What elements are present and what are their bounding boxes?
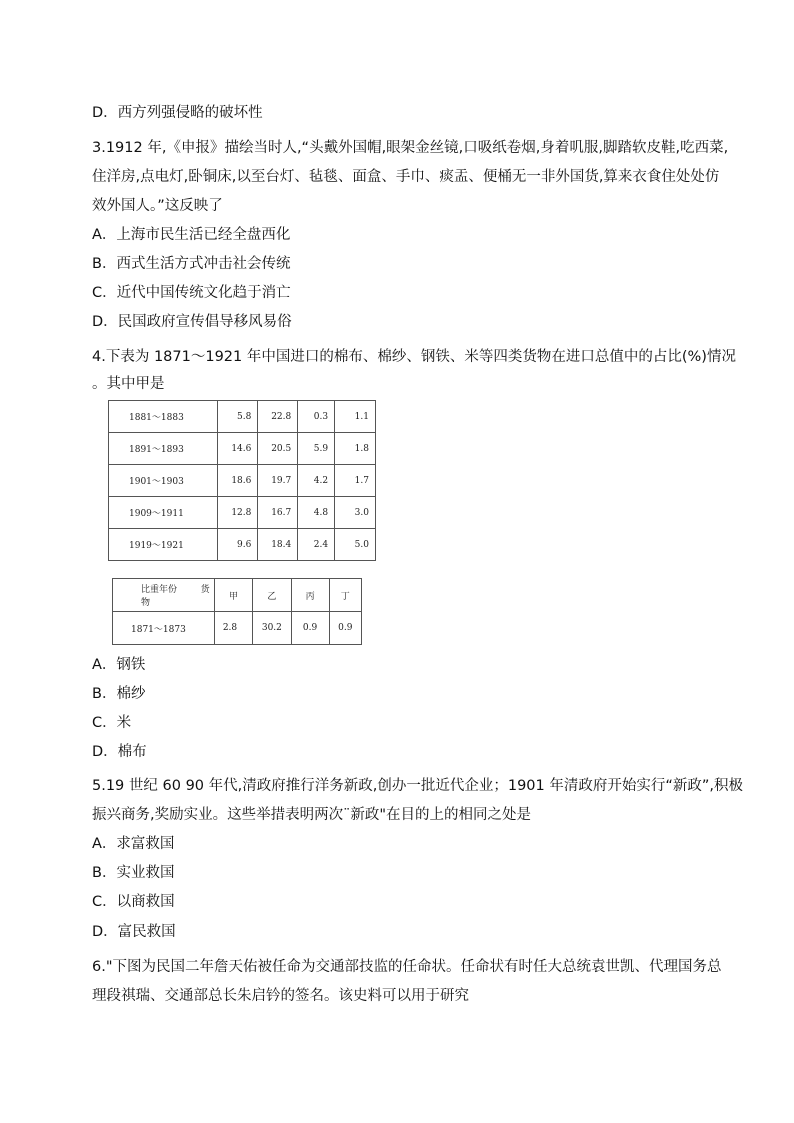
option-c: C．以商救国 — [92, 894, 175, 910]
table-cell: 2.8 — [214, 612, 252, 645]
table-cell: 1901～1903 — [109, 465, 218, 497]
table-cell: 3.0 — [335, 497, 376, 529]
table-cell: 18.4 — [258, 529, 298, 561]
text-line-1: D．西方列强侵略的破坏性 — [92, 105, 263, 121]
table-cell: 1891～1893 — [109, 433, 218, 465]
corner-label-year: 比重年份 — [141, 585, 178, 595]
table-row — [109, 433, 376, 465]
table-cell: 22.8 — [258, 401, 298, 433]
table-cell: 5.8 — [218, 401, 258, 433]
table-cell: 1909～1911 — [109, 497, 218, 529]
table-cell: 20.5 — [258, 433, 298, 465]
column-header: 乙 — [253, 579, 291, 612]
question-5-stem: 振兴商务,奖励实业。这些举措表明两次¨新政"在目的上的相同之处是 — [92, 807, 532, 823]
question-6-stem: 理段祺瑞、交通部总长朱启钤的签名。该史料可以用于研究 — [92, 988, 469, 1004]
option-c: C．近代中国传统文化趋于消亡 — [92, 285, 291, 301]
table-cell: 1.8 — [335, 433, 376, 465]
option-a: A．钢铁 — [92, 657, 146, 673]
option-a: A．求富救国 — [92, 836, 175, 852]
table-cell: 30.2 — [253, 612, 291, 645]
table-cell: 1871～1873 — [113, 612, 215, 645]
question-3-stem: 住洋房,点电灯,卧铜床,以至台灯、毡毯、面盒、手巾、痰盂、便桶无一非外国货,算来衣食住处处仿 — [92, 169, 720, 185]
table-row — [109, 529, 376, 561]
option-d: D．棉布 — [92, 744, 147, 760]
table-cell: 0.3 — [298, 401, 335, 433]
table-cell: 12.8 — [218, 497, 258, 529]
column-header: 丁 — [329, 579, 361, 612]
table-cell: 1.1 — [335, 401, 376, 433]
table-cell: 4.2 — [298, 465, 335, 497]
table-cell: 19.7 — [258, 465, 298, 497]
question-4-stem: 4.下表为 1871～1921 年中国进口的棉布、棉纱、钢铁、米等四类货物在进口总值中的占比(%)情况 — [92, 349, 736, 365]
table-cell: 5.9 — [298, 433, 335, 465]
table-cell: 1.7 — [335, 465, 376, 497]
table-header-row — [113, 579, 362, 612]
option-a: A．上海市民生活已经全盘西化 — [92, 227, 291, 243]
table-cell: 16.7 — [258, 497, 298, 529]
question-4-stem: 。其中甲是 — [92, 376, 165, 392]
table-cell: 18.6 — [218, 465, 258, 497]
table-corner-cell — [113, 579, 215, 612]
option-b: B．棉纱 — [92, 686, 146, 702]
table-cell: 4.8 — [298, 497, 335, 529]
column-header: 甲 — [214, 579, 252, 612]
table-row — [113, 612, 362, 645]
table-cell: 0.9 — [329, 612, 361, 645]
table-cell: 9.6 — [218, 529, 258, 561]
option-d: D．富民救国 — [92, 924, 176, 940]
table-cell: 0.9 — [291, 612, 329, 645]
table-cell: 2.4 — [298, 529, 335, 561]
import-ratio-header-table — [112, 578, 362, 645]
question-5-stem: 5.19 世纪 60 90 年代,清政府推行洋务新政,创办一批近代企业；1901 年清政府开始实行“新政”,积极 — [92, 778, 743, 794]
table-row — [109, 401, 376, 433]
corner-label-goods: 货物 — [141, 585, 210, 608]
column-header: 丙 — [291, 579, 329, 612]
table-cell: 1919～1921 — [109, 529, 218, 561]
option-b: B．实业救国 — [92, 865, 175, 881]
option-b: B．西式生活方式冲击社会传统 — [92, 256, 291, 272]
table-row — [109, 497, 376, 529]
table-cell: 14.6 — [218, 433, 258, 465]
question-3-stem: 3.1912 年,《申报》描绘当时人,“头戴外国帽,眼架金丝镜,口吸纸卷烟,身着叽服,脚踏软皮鞋,吃西菜, — [92, 140, 729, 156]
option-c: C．米 — [92, 715, 132, 731]
question-6-stem: 6."下图为民国二年詹天佑被任命为交通部技监的任命状。任命状有时任大总统袁世凯、代理国务总 — [92, 959, 722, 975]
question-3-stem: 效外国人。”这反映了 — [92, 198, 223, 214]
import-ratio-table — [108, 400, 376, 561]
table-cell: 5.0 — [335, 529, 376, 561]
option-d: D．民国政府宣传倡导移风易俗 — [92, 314, 292, 330]
table-cell: 1881～1883 — [109, 401, 218, 433]
table-row — [109, 465, 376, 497]
